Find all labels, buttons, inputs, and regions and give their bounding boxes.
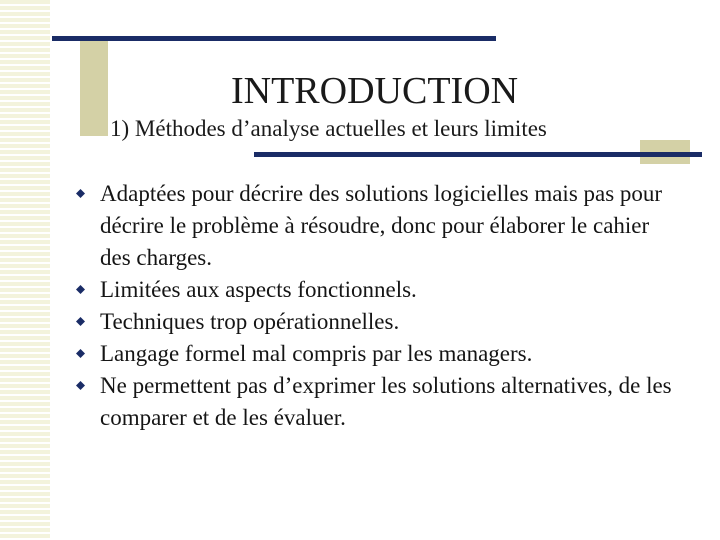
bullet-text: Adaptées pour décrire des solutions logicielles mais pas pour décrire le problème à résoudre, donc pour élaborer le cahier des charges.	[100, 181, 663, 270]
diamond-bullet-icon	[76, 189, 85, 198]
bullet-text: Ne permettent pas d’exprimer les solutions alternatives, de les comparer et de les évaluer.	[100, 373, 672, 430]
bullet-text: Limitées aux aspects fonctionnels.	[100, 277, 417, 302]
top-accent-line	[52, 36, 496, 41]
bullet-item	[74, 274, 684, 306]
bottom-accent-line	[254, 152, 702, 157]
diamond-bullet-icon	[76, 285, 85, 294]
diamond-bullet-icon	[76, 317, 85, 326]
top-accent-block	[80, 38, 108, 136]
left-stripe-decoration	[0, 0, 50, 540]
bullet-list	[74, 178, 684, 434]
bullet-item	[74, 306, 684, 338]
diamond-bullet-icon	[76, 349, 85, 358]
diamond-bullet-icon	[76, 381, 85, 390]
slide-title: INTRODUCTION	[231, 70, 519, 112]
bullet-text: Techniques trop opérationnelles.	[100, 309, 400, 334]
bullet-text: Langage formel mal compris par les managers.	[100, 341, 533, 366]
bullet-item	[74, 178, 684, 274]
bullet-item	[74, 338, 684, 370]
slide-subtitle: 1) Méthodes d’analyse actuelles et leurs limites	[110, 116, 547, 141]
bullet-item	[74, 370, 684, 434]
